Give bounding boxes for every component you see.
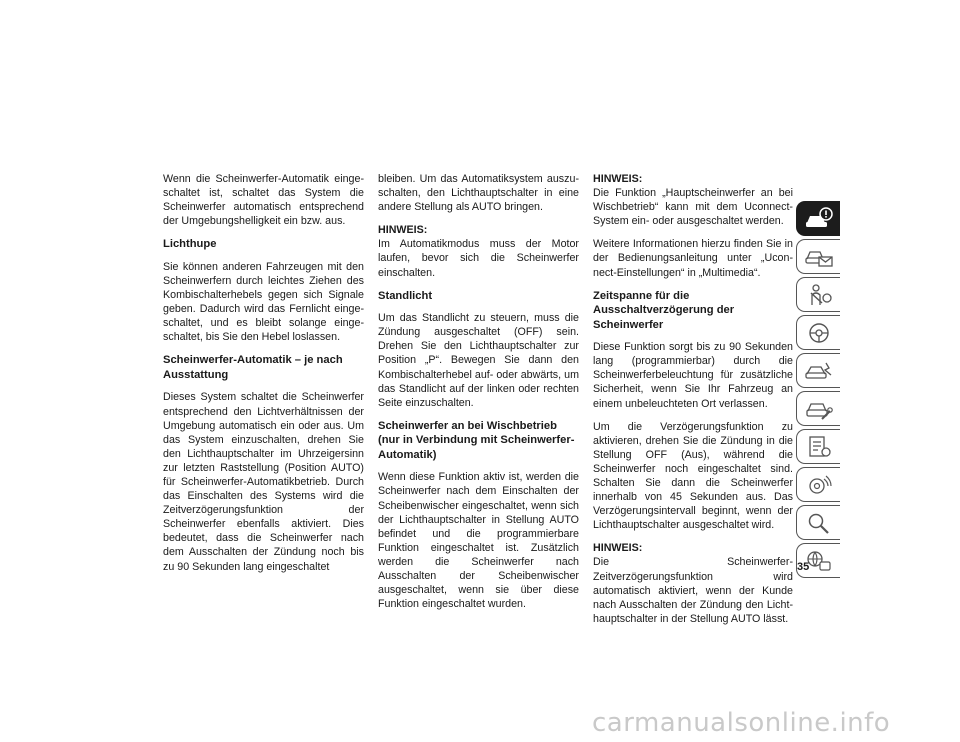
page-number: 35: [797, 561, 810, 573]
paragraph: Um die Verzögerungsfunktion zu aktivieren, drehen Sie die Zündung in die Stellung OFF (Aus), während die Scheinwerfer noch eingeschaltet sind. Schalten Sie dann die Scheinwerfer innerhalb von 45 Sekunden aus. Das Verzögerungsintervall beginnt, wenn der Lichthauptschalter ausgeschaltet wird.: [593, 420, 793, 532]
note-label: HINWEIS:: [593, 542, 643, 555]
column-left: [163, 172, 364, 583]
note-block: [593, 172, 793, 228]
tab-steering-wheel[interactable]: [796, 315, 840, 350]
note-text: Die Funktion „Hauptscheinwerfer an bei Wischbetrieb“ kann mit dem Uconnect-System ein- oder ausgeschaltet werden.: [593, 187, 793, 228]
heading-scheinwerfer-automatik: Scheinwerfer-Automatik – je nach Ausstattung: [163, 354, 343, 381]
heading-ausschaltverzoegerung: Zeitspanne für die Ausschaltverzögerung der Scheinwerfer: [593, 289, 735, 331]
paragraph: Wenn die Scheinwerfer-Automatik eingeschaltet ist, schaltet das System die Scheinwerfer automatisch entsprechend der Umgebungshelligkeit ein bzw. aus.: [163, 173, 364, 228]
tab-car-service[interactable]: [796, 391, 840, 426]
note-label: HINWEIS:: [378, 224, 428, 237]
multimedia-icon: [804, 473, 834, 497]
car-crash-icon: [804, 359, 834, 383]
specifications-icon: [804, 435, 834, 459]
note-block: [378, 223, 579, 279]
note-label: HINWEIS:: [593, 173, 643, 185]
tab-car-crash[interactable]: [796, 353, 840, 388]
seatbelt-icon: [804, 283, 834, 307]
heading-wischbetrieb: Scheinwerfer an bei Wischbetrieb (nur in Verbindung mit Scheinwerfer-Automatik): [378, 419, 575, 461]
column-right: [593, 172, 793, 635]
heading-standlicht: Standlicht: [378, 289, 433, 302]
note-text: Im Automatikmodus muss der Motor laufen, bevor sich die Scheinwerfer einschalten.: [378, 238, 579, 279]
paragraph: Wenn diese Funktion aktiv ist, werden die Scheinwerfer nach dem Einschalten der Scheibenwischer eingeschaltet, wenn sich der Lichthauptschalter in Stellung AUTO befindet und die programmierbare Funktion eingeschaltet ist. Zusätzlich werden die Scheinwerfer nach Ausschalten der Scheibenwischer ausgeschaltet, wenn sie über diese Funktion eingeschaltet wurden.: [378, 471, 579, 611]
chapter-tabs: [796, 201, 846, 581]
watermark: carmanualsonline.info: [592, 708, 891, 738]
paragraph: Weitere Informationen hierzu finden Sie in der Bedienungsanleitung unter „Uconnect-Einstellungen“ in „Multimedia“.: [593, 238, 793, 279]
car-info-icon: [804, 207, 834, 231]
car-mail-icon: [804, 245, 834, 269]
paragraph: Um das Standlicht zu steuern, muss die Zündung ausgeschaltet (OFF) sein. Drehen Sie den Lichthauptschalter zur Position „P“. Bewegen Sie dann den Kombischalterhebel auf- oder abwärts, um das Standlicht auf der linken oder rechten Seite einzuschalten.: [378, 312, 579, 409]
tab-car-mail[interactable]: [796, 239, 840, 274]
paragraph: Dieses System schaltet die Scheinwerfer entsprechend den Lichtverhältnissen der Umgebung automatisch ein oder aus. Um das System einzuschalten, drehen Sie den Lichthauptschalter im Uhrzeigersinn zur letzten Raststellung (Position AUTO) für Scheinwerfer-Automatikbetrieb. Durch das Einschalten des Systems wird die Zeitverzögerungsfunktion der Scheinwerfer ebenfalls aktiviert. Dies bedeutet, dass die Scheinwerfer nach dem Ausschalten der Zündung noch bis zu 90 Sekunden lang eingeschaltet: [163, 391, 364, 573]
tab-car-info[interactable]: [796, 201, 840, 236]
paragraph: Diese Funktion sorgt bis zu 90 Sekunden lang (programmierbar) durch die Scheinwerferbeleuchtung für zusätzliche Sicherheit, wenn Sie Ihr Fahrzeug an einem unbeleuchteten Ort verlassen.: [593, 341, 793, 410]
car-service-icon: [804, 397, 834, 421]
note-block: [593, 541, 793, 626]
note-text: Die Scheinwerfer-Zeitverzögerungsfunktion wird automatisch aktiviert, wenn der Kunde nach Ausschalten der Zündung den Lichthauptschalter in der Stellung AUTO lässt.: [593, 556, 793, 625]
column-middle: [378, 172, 579, 620]
tab-search[interactable]: [796, 505, 840, 540]
paragraph: Sie können anderen Fahrzeugen mit den Scheinwerfern durch leichtes Ziehen des Kombischalterhebels gegen sich Signale geben. Dadurch wird das Fernlicht eingeschaltet, und es bleibt solange eingeschaltet, bis Sie den Hebel loslassen.: [163, 260, 364, 344]
paragraph: bleiben. Um das Automatiksystem auszuschalten, den Lichthauptschalter in eine andere Stellung als AUTO bringen.: [378, 173, 579, 214]
steering-wheel-icon: [804, 321, 834, 345]
tab-seatbelt[interactable]: [796, 277, 840, 312]
tab-multimedia[interactable]: [796, 467, 840, 502]
search-icon: [804, 511, 834, 535]
tab-specifications[interactable]: [796, 429, 840, 464]
heading-lichthupe: Lichthupe: [163, 238, 217, 251]
